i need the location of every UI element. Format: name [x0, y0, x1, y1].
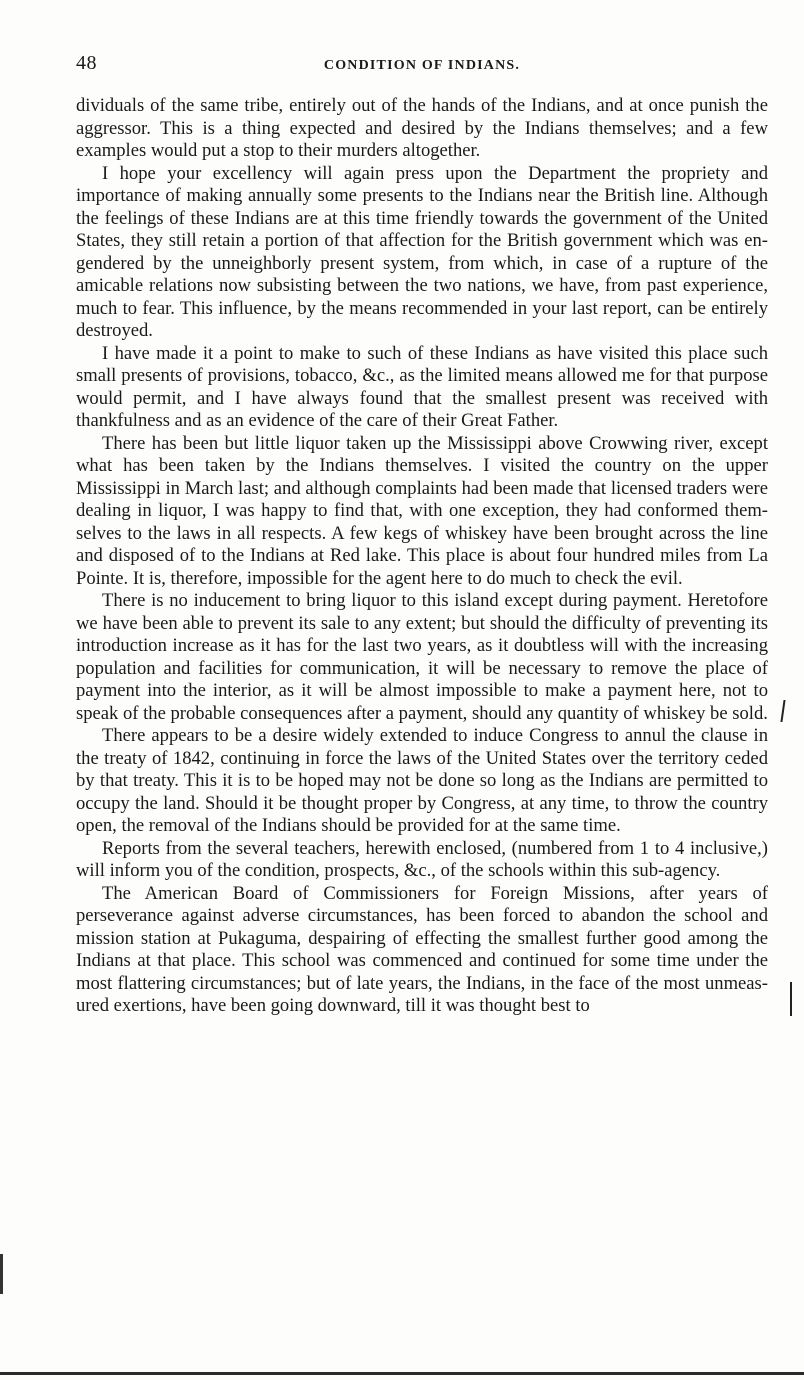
page-number: 48 [76, 52, 97, 74]
paragraph-teacher-reports: Reports from the several teachers, herewith enclosed, (numbered from 1 to 4 inclusive,) will inform you of the condition, prospects, &c., of the schools within this sub-agency. [76, 837, 768, 881]
margin-pencil-mark [780, 700, 785, 722]
page-header [76, 52, 768, 78]
paragraph-liquor-island: There is no inducement to bring liquor to this island except during payment. Heretofore we have been able to prevent its sale to any extent; but should the difficulty of preventing its introduction increase as it has for the last two years, as it doubtless will with the increasing population and facilities for communication, it will be necessary to remove the place of payment into the interior, as it will be almost impossible to make a payment here, not to speak of the probable consequences after a payment, should any quantity of whiskey be sold. [76, 590, 768, 724]
margin-pencil-mark [790, 982, 792, 1016]
page-bottom-edge [0, 1372, 804, 1375]
paragraph-treaty-1842: There appears to be a desire widely extended to induce Congress to annul the clause in the treaty of 1842, continuing in force the laws of the United States over the territory ceded by that treaty. This it is to be hoped may not be done so long as the Indians are permitted to occupy the land. Should it be thought proper by Congress, at any time, to throw the country open, the removal of the Indians should be provided for at the same time. [76, 725, 768, 836]
paragraph-presents-british-line: I hope your excellency will again press upon the Department the propriety and importance of making annually some presents to the Indians near the British line. Although the feelings of these Indians are at this time friendly towards the government of the United States, they still retain a portion of that affection for the British government which was engendered by the unneighborly present system, from which, in case of a rupture of the amicable relations now subsisting between the two nations, we have, from past experience, much to fear. This influence, by the means recommended in your last report, can be entirely destroyed. [76, 162, 768, 341]
paragraph-continued: dividuals of the same tribe, entirely out of the hands of the Indians, and at once punish the aggressor. This is a thing expected and desired by the Indians themselves; and a few examples would put a stop to their murders altogether. [76, 95, 768, 161]
paragraph-liquor-mississippi: There has been but little liquor taken up the Mississippi above Crowwing river, except what has been taken by the Indians themselves. I visited the country on the upper Mississippi in March last; and although complaints had been made that licensed traders were dealing in liquor, I was happy to find that, with one exception, they had conformed themselves to the laws in all respects. A few kegs of whiskey have been brought across the line and disposed of to the Indians at Red lake. This place is about four hundred miles from La Pointe. It is, therefore, impossible for the agent here to do much to check the evil. [76, 432, 768, 589]
running-head: CONDITION OF INDIANS. [323, 58, 521, 73]
page-edge-shadow [0, 1254, 3, 1294]
paragraph-small-presents: I have made it a point to make to such of these Indians as have visited this place such small presents of provisions, tobacco, &c., as the limited means allowed me for that purpose would permit, and I have always found that the smallest present was received with thankfulness and as an evidence of the care of their Great Father. [76, 342, 768, 431]
body-text [76, 95, 768, 1018]
paragraph-american-board: The American Board of Commissioners for Foreign Missions, after years of perseverance against adverse circumstances, has been forced to abandon the school and mission station at Pukaguma, despairing of effecting the smallest further good among the Indians at that place. This school was commenced and continued for some time under the most flattering circumstances; but of late years, the Indians, in the face of the most unmeasured exertions, have been going downward, till it was thought best to [76, 882, 768, 1016]
